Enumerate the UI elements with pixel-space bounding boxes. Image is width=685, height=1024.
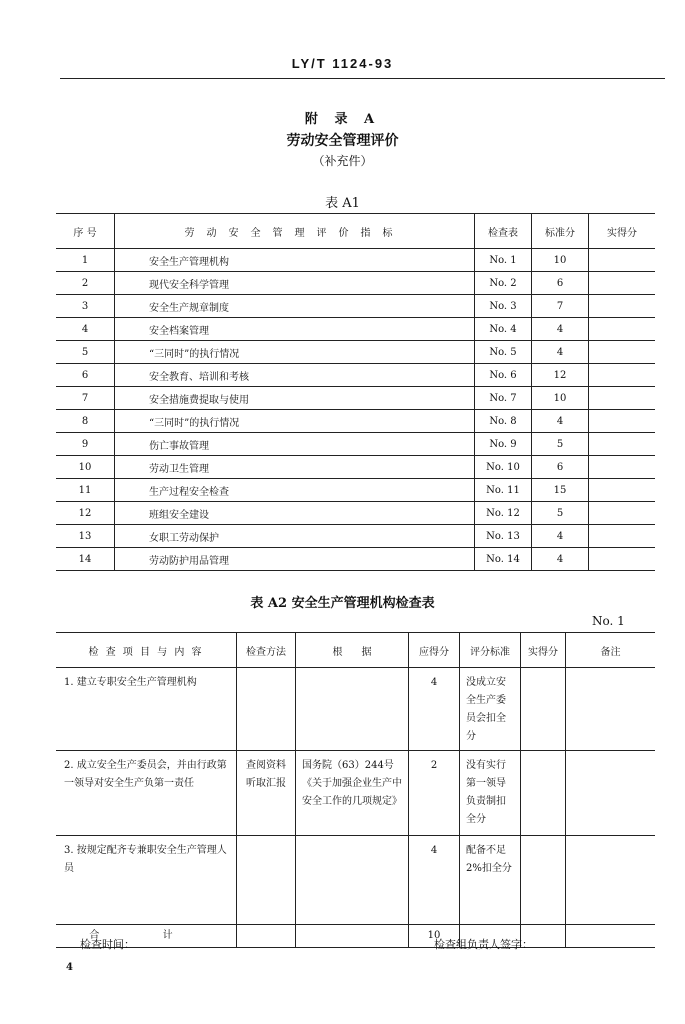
table-total-row [56,925,655,948]
cell-check-item: 3. 按规定配齐专兼职安全生产管理人员 [56,836,237,925]
table-row [56,249,655,272]
cell-item: 现代安全科学管理 [115,272,475,295]
col-header-item: 劳动安全管理评价指标 [115,214,475,249]
table-a2 [56,632,655,948]
inspection-time-label: 检查时间： [80,938,135,951]
cell-no: 14 [56,548,115,571]
total-note-empty [566,925,656,948]
cell-standard: 7 [532,295,589,318]
cell-item: 安全档案管理 [115,318,475,341]
cell-standard: 10 [532,387,589,410]
table-row [56,433,655,456]
cell-no: 13 [56,525,115,548]
cell-item: 安全生产规章制度 [115,295,475,318]
cell-actual [589,318,656,341]
cell-points-text: 4 [430,677,438,688]
cell-standard: 5 [532,502,589,525]
cell-actual [521,668,566,751]
col-header-standard: 标准分 [532,214,589,249]
cell-basis [296,836,409,925]
cell-method [237,751,296,836]
cell-points-text: 2 [430,760,438,771]
table-a2-header-row [56,633,655,668]
appendix-title: 劳动安全管理评价 [286,133,399,149]
cell-basis [296,668,409,751]
cell-criteria [460,836,521,925]
cell-points [409,668,460,751]
cell-actual [589,479,656,502]
table-a2-caption: 表 A2 安全生产管理机构检查表 [250,596,435,611]
total-points: 10 [409,925,460,948]
col-header-points: 应得分 [409,633,460,668]
cell-basis-text [296,668,408,674]
table-row [56,548,655,571]
cell-item: 安全措施费提取与使用 [115,387,475,410]
cell-criteria-text: 配备不足2%扣全分 [466,845,512,874]
cell-actual [589,502,656,525]
cell-basis-text [296,836,408,842]
cell-sheet: No. 5 [475,341,532,364]
table-row [56,502,655,525]
col-header-method: 检查方法 [237,633,296,668]
cell-no: 5 [56,341,115,364]
cell-standard: 5 [532,433,589,456]
total-method-empty [237,925,296,948]
cell-no: 3 [56,295,115,318]
total-basis-empty [296,925,409,948]
table-row [56,295,655,318]
cell-method [237,836,296,925]
cell-sheet: No. 4 [475,318,532,341]
cell-sheet: No. 9 [475,433,532,456]
cell-no: 4 [56,318,115,341]
cell-basis [296,751,409,836]
inspector-signature-label: 检查组负责人签字： [434,938,533,951]
col-header-actual: 实得分 [521,633,566,668]
col-header-check-item: 检 查 项 目 与 内 容 [56,633,237,668]
cell-item: 安全生产管理机构 [115,249,475,272]
cell-item: 安全教育、培训和考核 [115,364,475,387]
cell-note [566,836,656,925]
cell-standard: 6 [532,456,589,479]
cell-actual [589,456,656,479]
cell-actual [589,295,656,318]
cell-sheet: No. 8 [475,410,532,433]
cell-no: 9 [56,433,115,456]
table-row [56,341,655,364]
cell-no: 1 [56,249,115,272]
cell-sheet: No. 1 [475,249,532,272]
cell-item: “三同时”的执行情况 [115,410,475,433]
cell-check-item: 1. 建立专职安全生产管理机构 [56,668,237,751]
header-rule [60,78,665,79]
col-header-no: 序 号 [56,214,115,249]
standard-code-header: LY/T 1124-93 [291,56,394,71]
cell-item: 生产过程安全检查 [115,479,475,502]
cell-check-item: 2. 成立安全生产委员会，并由行政第一领导对安全生产负第一责任 [56,751,237,836]
cell-method [237,668,296,751]
col-header-sheet: 检查表 [475,214,532,249]
cell-sheet: No. 14 [475,548,532,571]
cell-criteria-text: 没成立安全生产委员会扣全分 [466,677,506,742]
cell-sheet: No. 10 [475,456,532,479]
cell-actual [521,751,566,836]
cell-item: “三同时”的执行情况 [115,341,475,364]
cell-no: 11 [56,479,115,502]
cell-actual [521,836,566,925]
table-a2-number: No. 1 [592,614,625,628]
cell-item: 班组安全建设 [115,502,475,525]
total-label: 合 计 [56,925,237,948]
table-row [56,456,655,479]
cell-no: 7 [56,387,115,410]
cell-standard: 15 [532,479,589,502]
table-a1-header-row [56,214,655,249]
cell-no: 12 [56,502,115,525]
appendix-label: 附 录 A [304,112,381,127]
cell-no: 8 [56,410,115,433]
cell-points [409,836,460,925]
cell-actual [589,410,656,433]
table-row [56,410,655,433]
cell-no: 10 [56,456,115,479]
cell-no: 6 [56,364,115,387]
cell-standard: 4 [532,410,589,433]
cell-sheet: No. 7 [475,387,532,410]
col-header-criteria: 评分标准 [460,633,521,668]
table-a1 [56,213,655,571]
cell-sheet: No. 11 [475,479,532,502]
cell-actual [589,525,656,548]
cell-criteria [460,751,521,836]
table-row [56,668,655,751]
cell-criteria [460,668,521,751]
cell-item: 劳动防护用品管理 [115,548,475,571]
page-number: 4 [66,962,73,973]
cell-item: 劳动卫生管理 [115,456,475,479]
table-row [56,272,655,295]
cell-actual [589,387,656,410]
table-a1-caption: 表 A1 [325,196,360,211]
cell-standard: 4 [532,525,589,548]
cell-sheet: No. 12 [475,502,532,525]
cell-standard: 10 [532,249,589,272]
cell-actual [589,249,656,272]
cell-method-text [237,836,295,842]
table-row [56,525,655,548]
cell-note [566,668,656,751]
cell-criteria-text: 没有实行第一领导负责制扣全分 [466,760,506,825]
cell-actual [589,272,656,295]
cell-sheet: No. 3 [475,295,532,318]
cell-standard: 12 [532,364,589,387]
col-header-note: 备注 [566,633,656,668]
cell-note [566,751,656,836]
cell-method-text [237,668,295,674]
cell-actual [589,433,656,456]
cell-standard: 4 [532,318,589,341]
table-row [56,836,655,925]
col-header-basis: 根 据 [296,633,409,668]
table-row [56,751,655,836]
cell-standard: 4 [532,341,589,364]
cell-sheet: No. 13 [475,525,532,548]
table-row [56,387,655,410]
table-row [56,318,655,341]
cell-method-text: 查阅资料听取汇报 [246,760,286,789]
cell-actual [589,548,656,571]
cell-item: 伤亡事故管理 [115,433,475,456]
cell-standard: 4 [532,548,589,571]
appendix-note: （补充件） [312,154,373,168]
cell-no: 2 [56,272,115,295]
cell-basis-text: 国务院（63）244号《关于加强企业生产中安全工作的几项规定》 [302,760,402,807]
col-header-actual: 实得分 [589,214,656,249]
cell-standard: 6 [532,272,589,295]
cell-points-text: 4 [430,845,438,856]
table-row [56,479,655,502]
table-row [56,364,655,387]
cell-points [409,751,460,836]
cell-actual [589,341,656,364]
cell-sheet: No. 6 [475,364,532,387]
cell-sheet: No. 2 [475,272,532,295]
cell-item: 女职工劳动保护 [115,525,475,548]
cell-actual [589,364,656,387]
